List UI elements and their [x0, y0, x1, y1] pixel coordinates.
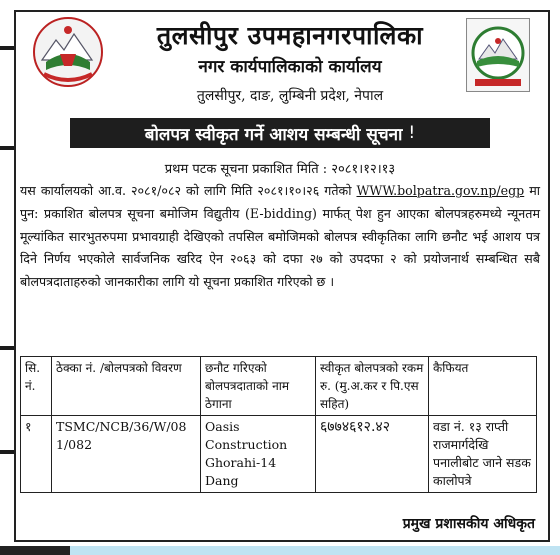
- header-contract: ठेक्का नं. /बोलपत्रको विवरण: [52, 357, 201, 416]
- header-bidder: छनौट गरिएको बोलपत्रदाताको नाम ठेगाना: [201, 357, 316, 416]
- cell-amount: ६७७४६१२.४२: [316, 416, 429, 493]
- cell-sn: १: [21, 416, 52, 493]
- banner-exclamation: !: [408, 123, 416, 143]
- award-table: [20, 356, 537, 493]
- header-remarks: कैफियत: [429, 357, 537, 416]
- bottom-strip: [0, 546, 560, 555]
- table-row: [21, 416, 537, 493]
- publication-date: प्रथम पटक सूचना प्रकाशित मिति : २०८१।१२।१३: [164, 162, 396, 177]
- cell-remarks: वडा नं. १३ राप्ती राजमार्गदेखि पनालीबोट जाने सडक कालोपत्रे: [429, 416, 537, 493]
- nepal-emblem-icon: [32, 16, 104, 88]
- municipality-logo-icon: [466, 18, 530, 92]
- office-subtitle: नगर कार्यपालिकाको कार्यालय: [198, 57, 382, 77]
- notice-text-part1: यस कार्यालयको आ.व. २०८१/०८२ को लागि मिति २०८१।१०।२६ गतेको: [20, 183, 357, 198]
- bolpatra-link[interactable]: WWW.bolpatra.gov.np/egp: [356, 183, 525, 198]
- bottom-dark-bar: [0, 546, 70, 555]
- notice-body: [20, 180, 540, 294]
- table-header-row: [21, 357, 537, 416]
- cell-contract: TSMC/NCB/36/W/081/082: [52, 416, 201, 493]
- office-title: तुलसीपुर उपमहानगरपालिका: [156, 21, 424, 50]
- header-amount: स्वीकृत बोलपत्रको रकम रु. (मु.अ.कर र पि.एस सहित): [316, 357, 429, 416]
- banner-title: बोलपत्र स्वीकृत गर्ने आशय सम्बन्धी सूचना: [144, 124, 403, 145]
- notice-text-part2: मा पुन: प्रकाशित बोलपत्र सूचना बमोजिम विद्युतीय (E-bidding) मार्फत् पेश हुन आएका बोलपत्रहरुमध्ये न्यूनतम मूल्यांकित सारभुतरुपमा प्रभावग्राही देखिएको तपसिल बमोजिमको बोलपत्र स्वीकृतिका लागि छनौट भई आशय पत्र दिने निर्णय भएकोले सार्वजनिक खरिद ऐन २०६३ को दफा २७ को उपदफा २ को प्रयोजनार्थ सम्बन्धित सबै बोलपत्रदाताहरुको जानकारीका लागि यो सूचना प्रकाशित गरिएको छ ।: [20, 183, 541, 290]
- cell-bidder: Oasis Construction Ghorahi-14 Dang: [201, 416, 316, 493]
- notice-banner: [70, 118, 490, 148]
- office-address: तुलसीपुर, दाङ, लुम्बिनी प्रदेश, नेपाल: [196, 88, 384, 104]
- signature: प्रमुख प्रशासकीय अधिकृत: [402, 516, 535, 532]
- header-sn: सि. नं.: [21, 357, 52, 416]
